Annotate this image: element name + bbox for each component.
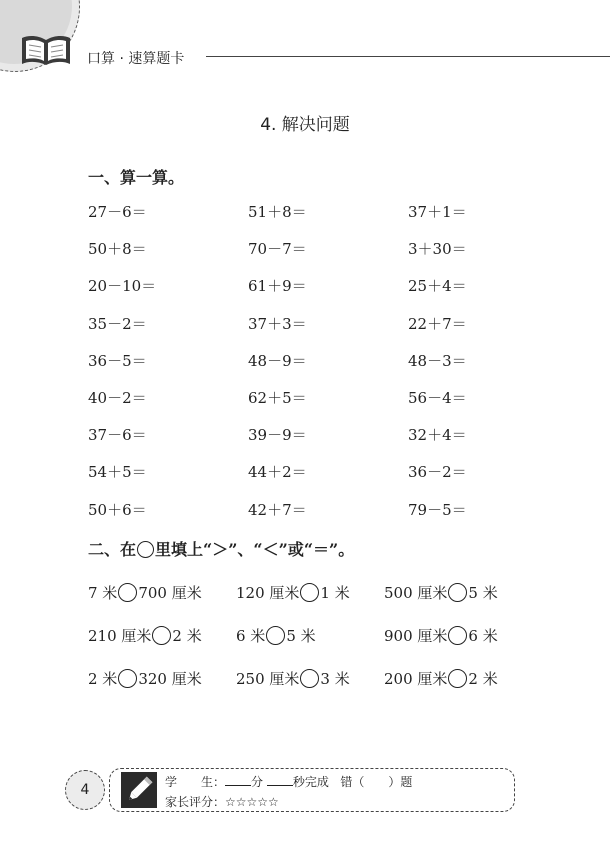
circle-symbol: [137, 541, 154, 558]
comparison-item: [88, 662, 236, 694]
calc-problem: 62＋5＝: [248, 388, 307, 407]
answer-circle[interactable]: [448, 626, 467, 645]
pencil-icon: [121, 772, 157, 808]
comparison-left: 6 米: [236, 626, 266, 645]
page-title: 4. 解决问题: [260, 115, 350, 135]
comparison-item: [384, 662, 532, 694]
answer-circle[interactable]: [152, 626, 171, 645]
calc-problem: 40－2＝: [88, 388, 147, 407]
calc-problem: 42＋7＝: [248, 500, 307, 519]
header-divider: [206, 56, 610, 57]
comparison-left: 210 厘米: [88, 626, 152, 645]
minute-blank[interactable]: [225, 774, 251, 786]
page-number: 4: [65, 770, 105, 810]
comparison-left: 250 厘米: [236, 669, 300, 688]
comparison-left: 2 米: [88, 669, 118, 688]
comparison-right: 2 米: [172, 626, 202, 645]
footer-parent-line: [165, 793, 279, 810]
comparison-right: 2 米: [468, 669, 498, 688]
calc-problem: 39－9＝: [248, 426, 307, 445]
error-label: 错（ ）题: [340, 775, 413, 789]
comparison-right: 6 米: [468, 626, 498, 645]
comparison-left: 500 厘米: [384, 583, 448, 602]
comparison-left: 120 厘米: [236, 583, 300, 602]
header-title: 口算 · 速算题卡: [87, 51, 185, 67]
answer-circle[interactable]: [118, 669, 137, 688]
calc-problem: 36－2＝: [408, 463, 467, 482]
calc-problem: 35－2＝: [88, 314, 147, 333]
calc-problem: 36－5＝: [88, 351, 147, 370]
section-1-title: 一、算一算。: [88, 168, 185, 187]
calc-problem: 25＋4＝: [408, 277, 467, 296]
minute-label: 分: [251, 775, 264, 789]
calculation-grid: [88, 199, 568, 534]
calc-problem: 32＋4＝: [408, 426, 467, 445]
comparison-item: [236, 662, 384, 694]
answer-circle[interactable]: [300, 669, 319, 688]
comparison-item: [236, 576, 384, 608]
footer-student-line: [165, 773, 412, 790]
second-label: 秒完成: [292, 775, 329, 789]
calc-problem: 56－4＝: [408, 388, 467, 407]
rating-stars[interactable]: ☆☆☆☆☆: [225, 795, 279, 809]
comparison-grid: [88, 576, 568, 705]
comparison-left: 900 厘米: [384, 626, 448, 645]
comparison-left: 200 厘米: [384, 669, 448, 688]
second-blank[interactable]: [267, 774, 293, 786]
calc-problem: 37－6＝: [88, 426, 147, 445]
comparison-left: 7 米: [88, 583, 118, 602]
comparison-item: [88, 576, 236, 608]
answer-circle[interactable]: [118, 583, 137, 602]
student-label: 学 生：: [165, 775, 226, 789]
calc-problem: 20－10＝: [88, 277, 157, 296]
calc-problem: 51＋8＝: [248, 203, 307, 221]
calc-problem: 37＋3＝: [248, 314, 307, 333]
calc-problem: 27－6＝: [88, 203, 147, 221]
calc-problem: 48－3＝: [408, 351, 467, 370]
calc-problem: 54＋5＝: [88, 463, 147, 482]
calc-problem: 61＋9＝: [248, 277, 307, 296]
calc-problem: 48－9＝: [248, 351, 307, 370]
section-2-title: [88, 537, 354, 560]
section-2-title-before: 二、在: [88, 540, 137, 559]
comparison-right: 5 米: [286, 626, 316, 645]
calc-problem: 79－5＝: [408, 500, 467, 519]
comparison-right: 5 米: [468, 583, 498, 602]
answer-circle[interactable]: [300, 583, 319, 602]
answer-circle[interactable]: [448, 583, 467, 602]
calc-problem: 50＋6＝: [88, 500, 147, 519]
calc-problem: 22＋7＝: [408, 314, 467, 333]
calc-problem: 44＋2＝: [248, 463, 307, 482]
comparison-right: 3 米: [320, 669, 350, 688]
calc-problem: 3＋30＝: [408, 240, 467, 259]
comparison-item: [384, 576, 532, 608]
comparison-item: [236, 619, 384, 651]
answer-circle[interactable]: [448, 669, 467, 688]
comparison-right: 700 厘米: [138, 583, 202, 602]
calc-problem: 70－7＝: [248, 240, 307, 259]
open-book-icon: [20, 32, 72, 68]
calc-problem: 37＋1＝: [408, 203, 467, 221]
section-2-title-after: 里填上“＞”、“＜”或“＝”。: [155, 540, 355, 559]
comparison-item: [88, 619, 236, 651]
comparison-right: 1 米: [320, 583, 350, 602]
comparison-right: 320 厘米: [138, 669, 202, 688]
calc-problem: 50＋8＝: [88, 240, 147, 259]
answer-circle[interactable]: [266, 626, 285, 645]
parent-label: 家长评分：: [165, 795, 226, 809]
comparison-item: [384, 619, 532, 651]
